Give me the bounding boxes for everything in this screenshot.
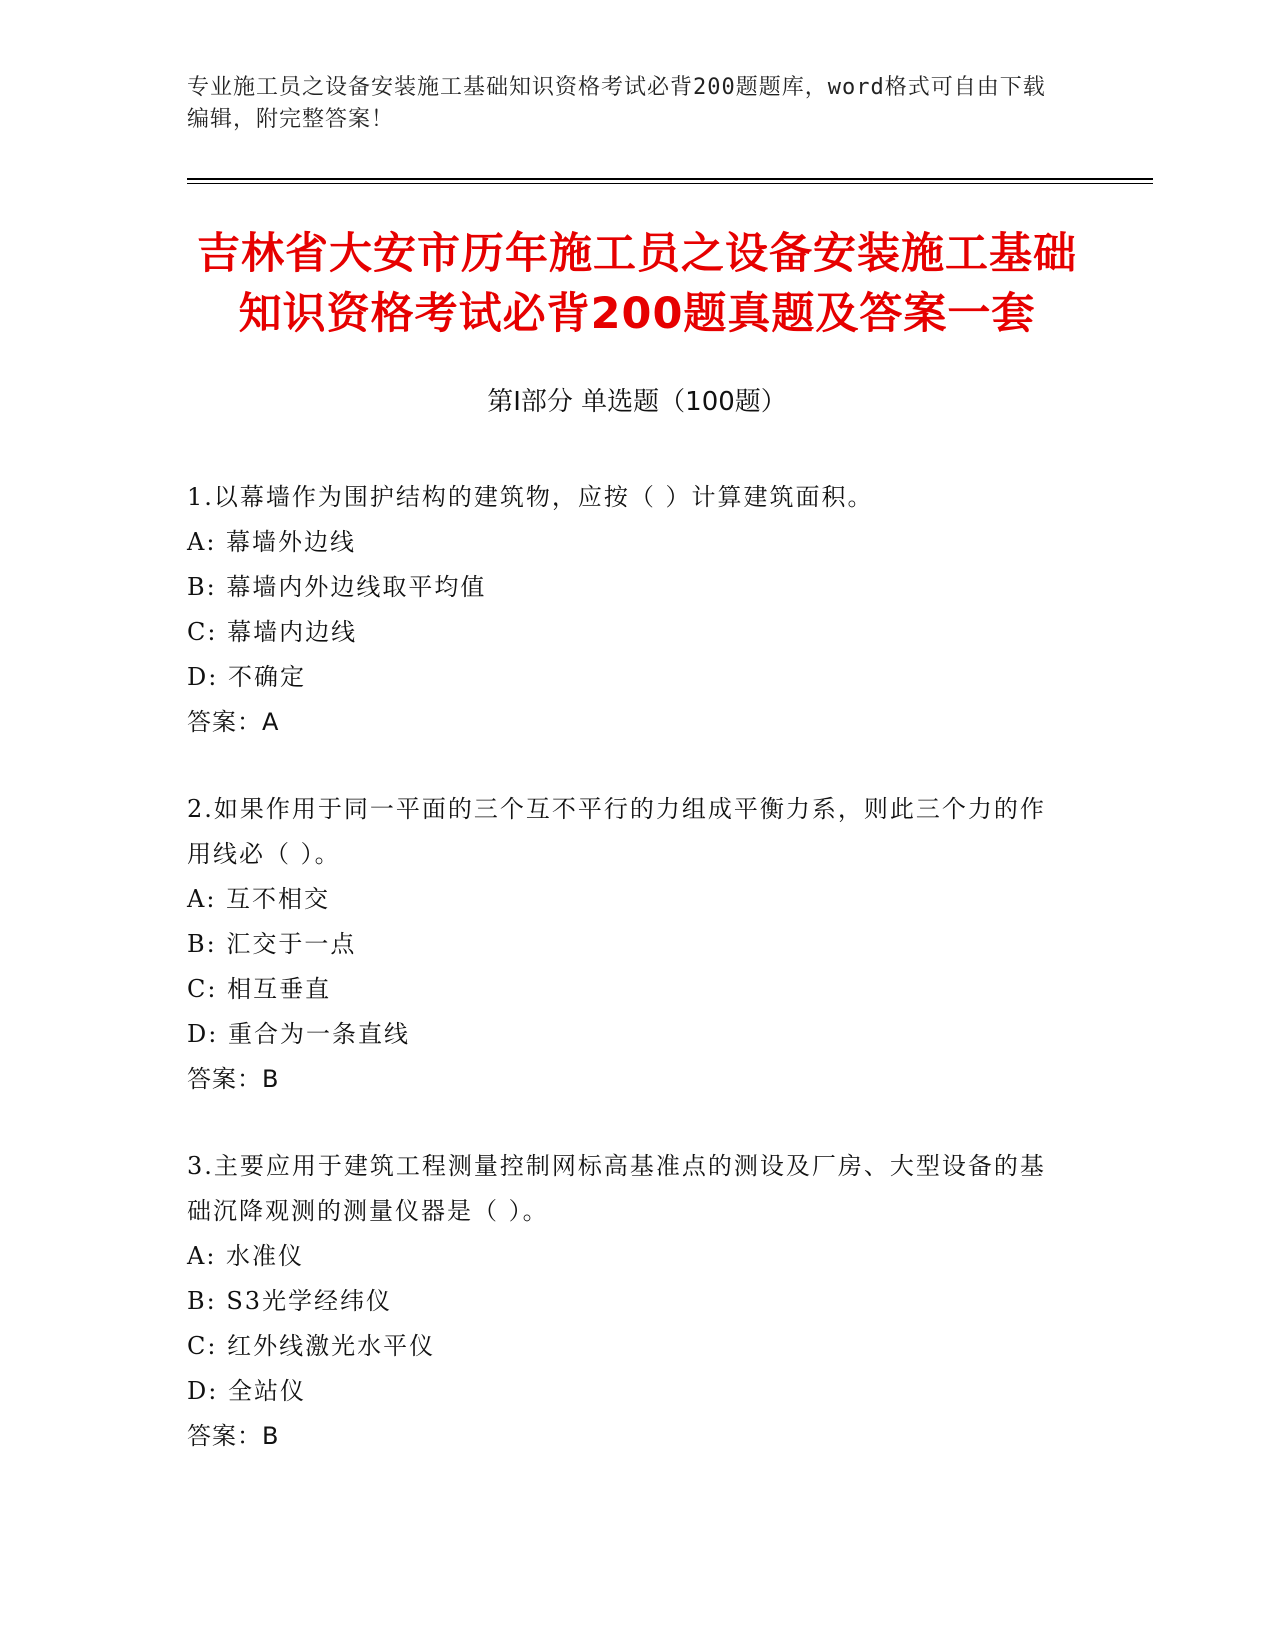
option-c: C: 幕墙内边线 — [187, 618, 358, 646]
answer-label: 答案：B — [187, 1065, 280, 1093]
option-d: D: 不确定 — [187, 663, 306, 691]
question-list — [187, 475, 1067, 1501]
page-title: 吉林省大安市历年施工员之设备安装施工基础知识资格考试必背200题真题及答案一套 — [197, 229, 1077, 339]
option-d: D: 重合为一条直线 — [187, 1020, 410, 1048]
option-a: A: 水准仪 — [187, 1242, 305, 1270]
answer-label: 答案：A — [187, 708, 280, 736]
question-3 — [187, 1144, 1067, 1459]
option-b: B: S3光学经纬仪 — [187, 1287, 393, 1315]
header-divider-thick — [187, 178, 1153, 180]
option-b: B: 幕墙内外边线取平均值 — [187, 573, 487, 601]
option-b: B: 汇交于一点 — [187, 930, 357, 958]
question-1 — [187, 475, 1067, 745]
option-d: D: 全站仪 — [187, 1377, 306, 1405]
question-2 — [187, 787, 1067, 1102]
header-note: 专业施工员之设备安装施工基础知识资格考试必背200题题库，word格式可自由下载编辑，附完整答案！ — [187, 75, 1046, 132]
option-c: C: 相互垂直 — [187, 975, 332, 1003]
question-stem: 1.以幕墙作为围护结构的建筑物，应按（ ）计算建筑面积。 — [187, 483, 874, 511]
question-stem: 3.主要应用于建筑工程测量控制网标高基准点的测设及厂房、大型设备的基础沉降观测的测量仪器是（ ）。 — [187, 1152, 1046, 1225]
section-heading: 第I部分 单选题（100题） — [487, 387, 787, 417]
option-a: A: 幕墙外边线 — [187, 528, 357, 556]
question-stem: 2.如果作用于同一平面的三个互不平行的力组成平衡力系，则此三个力的作用线必（ ）。 — [187, 795, 1046, 868]
answer-label: 答案：B — [187, 1422, 280, 1450]
header-divider-thin — [187, 183, 1153, 184]
option-c: C: 红外线激光水平仪 — [187, 1332, 436, 1360]
option-a: A: 互不相交 — [187, 885, 331, 913]
